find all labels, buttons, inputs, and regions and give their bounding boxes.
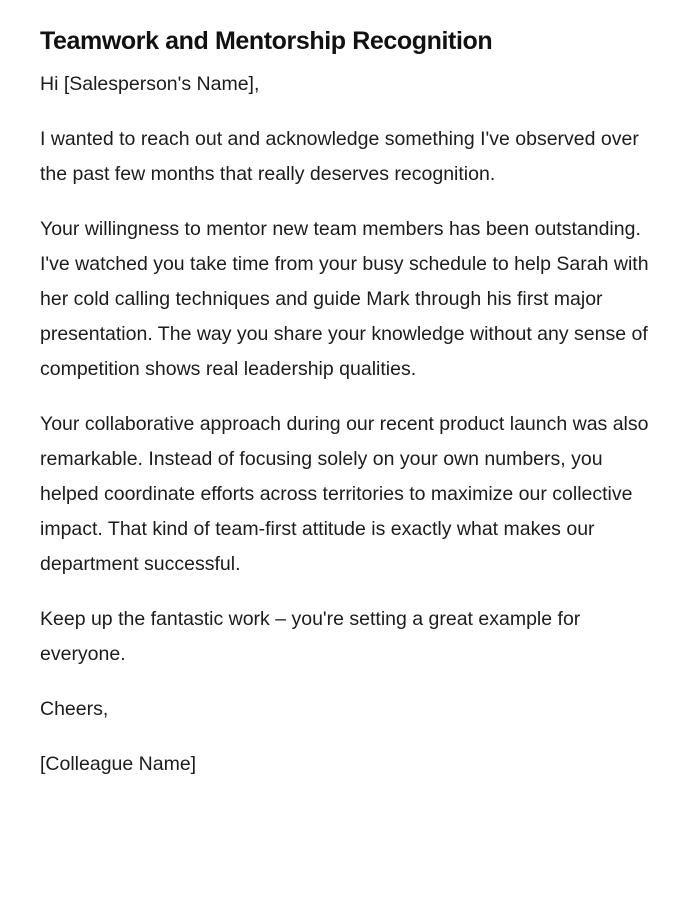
- letter-signature: [Colleague Name]: [40, 753, 197, 775]
- letter-closing: Cheers,: [40, 698, 109, 720]
- letter-paragraph-mentorship: Your willingness to mentor new team members has been outstanding. I've watched you take time from your busy schedule to help Sarah with her cold calling techniques and guide Mark through his first major presentation. The way you share your knowledge without any sense of competition shows real leadership qualities.: [40, 218, 649, 380]
- letter-paragraph-collaboration: Your collaborative approach during our recent product launch was also remarkable. Instead of focusing solely on your own numbers, you helped coordinate efforts across territories to maximize our collective impact. That kind of team-first attitude is exactly what makes our department successful.: [40, 413, 649, 575]
- letter-title: Teamwork and Mentorship Recognition: [40, 27, 493, 55]
- letter-paragraph-intro: I wanted to reach out and acknowledge something I've observed over the past few months that really deserves recognition.: [40, 128, 639, 185]
- letter-document: [40, 24, 660, 802]
- letter-greeting: Hi [Salesperson's Name],: [40, 73, 260, 95]
- letter-paragraph-encouragement: Keep up the fantastic work – you're setting a great example for everyone.: [40, 608, 581, 665]
